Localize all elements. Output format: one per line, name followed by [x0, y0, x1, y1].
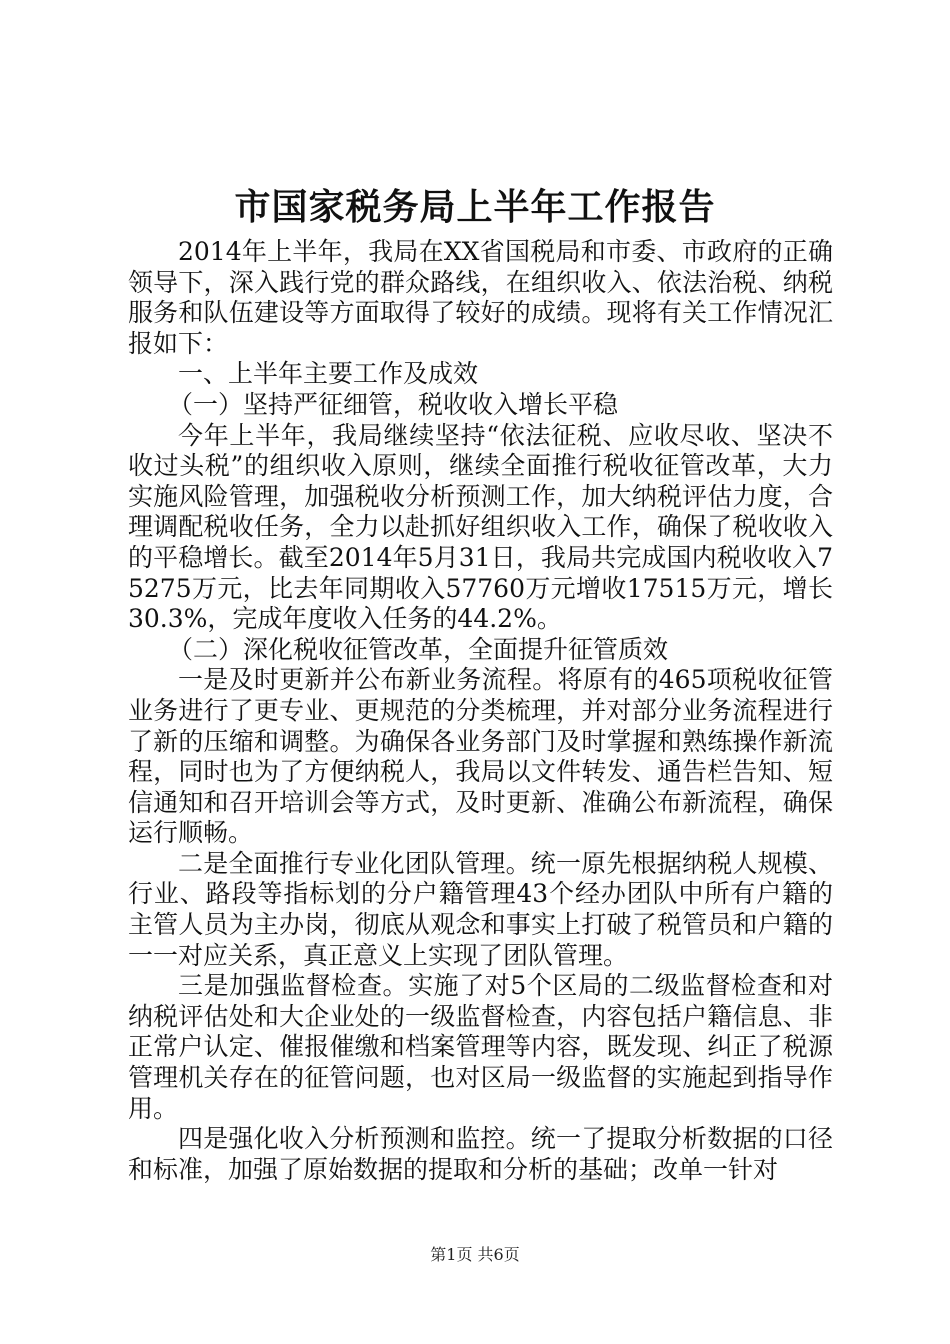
paragraph-item-2: 二是全面推行专业化团队管理。统一原先根据纳税人规模、行业、路段等指标划的分户籍管理43个经办团队中所有户籍的主管人员为主办岗，彻底从观念和事实上打破了税管员和户籍的一一对应关系，真正意义上实现了团队管理。: [128, 848, 833, 970]
paragraph-item-3: 三是加强监督检查。实施了对5个区局的二级监督检查和对纳税评估处和大企业处的一级监督检查，内容包括户籍信息、非正常户认定、催报催缴和档案管理等内容，既发现、纠正了税源管理机关存在的征管问题，也对区局一级监督的实施起到指导作用。: [128, 971, 833, 1123]
paragraph-revenue: 今年上半年，我局继续坚持“依法征税、应收尽收、坚决不收过头税”的组织收入原则，继续全面推行税收征管改革，大力实施风险管理，加强税收分析预测工作，加大纳税评估力度，合理调配税收任务，全力以赴抓好组织收入工作，确保了税收收入的平稳增长。截至2014年5月31日，我局共完成国内税收收入75275万元，比去年同期收入57760万元增收17515万元，增长30.3%，完成年度收入任务的44.2%。: [128, 420, 833, 634]
subsection-heading-1: （一）坚持严征细管，税收收入增长平稳: [168, 389, 619, 419]
paragraph-item-1: 一是及时更新并公布新业务流程。将原有的465项税收征管业务进行了更专业、更规范的分类梳理，并对部分业务流程进行了新的压缩和调整。为确保各业务部门及时掌握和熟练操作新流程，同时也为了方便纳税人，我局以文件转发、通告栏告知、短信通知和召开培训会等方式，及时更新、准确公布新流程，确保运行顺畅。: [128, 665, 833, 848]
document-title: 市国家税务局上半年工作报告: [234, 186, 716, 228]
document-body: [128, 237, 833, 1185]
paragraph-item-4: 四是强化收入分析预测和监控。统一了提取分析数据的口径和标准，加强了原始数据的提取和分析的基础；改单一针对: [128, 1124, 833, 1184]
section-heading-1: 一、上半年主要工作及成效: [178, 359, 479, 389]
page-number-footer: 第1页 共6页: [430, 1245, 520, 1264]
subsection-heading-2: （二）深化税收征管改革，全面提升征管质效: [168, 634, 669, 664]
paragraph-intro: 2014年上半年，我局在XX省国税局和市委、市政府的正确领导下，深入践行党的群众路线，在组织收入、依法治税、纳税服务和队伍建设等方面取得了较好的成绩。现将有关工作情况汇报如下：: [128, 237, 833, 358]
